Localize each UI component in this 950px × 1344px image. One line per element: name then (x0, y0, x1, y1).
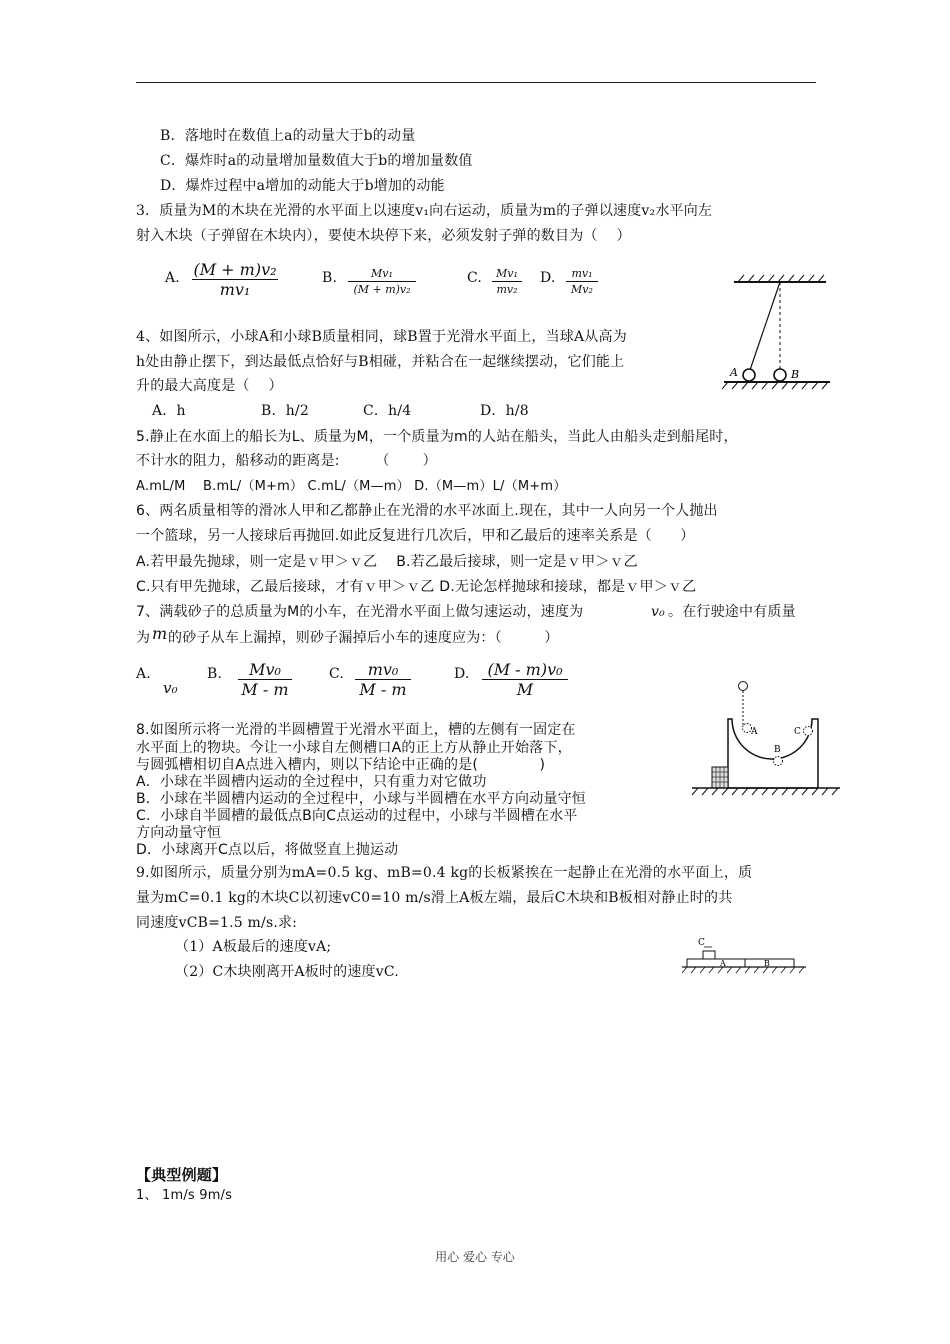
q6-line-2: 一个篮球，另一人接球后再抛回.如此反复进行几次后，甲和乙最后的速率关系是（ ） (136, 528, 695, 544)
q3-option-d-fraction (566, 266, 598, 297)
boards-figure (678, 934, 810, 980)
q3-option-b-fraction (348, 266, 416, 297)
q7-v0: v₀ (651, 604, 665, 620)
q4-line-3: 升的最大高度是（ ） (136, 378, 283, 394)
q9-subquestion-2: （2）C木块刚离开A板时的速度vC. (175, 964, 399, 980)
q3-d-numerator: mv₁ (571, 267, 593, 280)
option-c: C．爆炸时a的动量增加量数值大于b的增加量数值 (160, 153, 473, 169)
boards-label-b: B (764, 959, 770, 968)
q7-option-a-label: A. (136, 666, 151, 682)
q9-line-2: 量为mC=0.1 kg的木块C以初速vC0=10 m/s滑上A板左端，最后C木块和B板相对静止时的共 (136, 890, 733, 906)
q8-line-1: 8.如图所示将一光滑的半圆槽置于光滑水平面上，槽的左侧有一固定在 (136, 722, 576, 738)
q7-option-b-label: B. (207, 666, 223, 682)
boards-label-c: C (698, 938, 705, 948)
q3-option-c-label: C. (467, 270, 483, 286)
q7-b-denominator: M - m (241, 680, 289, 699)
page-footer: 用心 爱心 专心 (435, 1250, 515, 1264)
q5-line-2: 不计水的阻力，船移动的距离是: （ ） (136, 453, 437, 469)
q7-line-2b: 的砂子从车上漏掉，则砂子漏掉后小车的速度应为：（ ） (168, 630, 559, 646)
pendulum-label-a: A (730, 366, 738, 379)
q3-b-denominator: (M + m)v₂ (353, 283, 411, 296)
section-heading: 【典型例题】 (136, 1166, 228, 1184)
q9-line-3: 同速度vCB=1.5 m/s.求: (136, 915, 298, 931)
pendulum-figure (722, 272, 832, 394)
q3-d-denominator: Mv₂ (571, 283, 593, 296)
q7-option-d-fraction (482, 660, 568, 699)
q4-option-c: C．h/4 (363, 403, 412, 419)
q5-options: A.mL/M B.mL/（M+m） C.mL/（M—m） D.（M—m）L/（M+m） (136, 479, 567, 494)
q3-b-numerator: Mv₁ (371, 267, 393, 280)
q3-c-numerator: Mv₁ (496, 267, 518, 280)
q4-option-a: A．h (152, 403, 186, 419)
q3-option-d-label: D. (540, 270, 556, 286)
q8-line-2: 水平面上的物块。今让一小球自左侧槽口A的正上方从静止开始落下， (136, 740, 572, 756)
q6-line-1: 6、两名质量相等的滑冰人甲和乙都静止在光滑的水平冰面上.现在，其中一人向另一个人抛出 (136, 503, 718, 519)
pendulum-label-b: B (791, 368, 800, 381)
q3-c-denominator: mv₂ (496, 283, 518, 296)
q7-d-numerator: (M - m)v₀ (487, 660, 563, 679)
half-trough-figure (690, 676, 842, 802)
q8-line-3: 与圆弧槽相切自A点进入槽内，则以下结论中正确的是( ) (136, 757, 546, 773)
q4-line-2: h处由静止摆下，到达最低点恰好与B相碰，并粘合在一起继续摆动，它们能上 (136, 354, 625, 370)
q9-subquestion-1: （1）A板最后的速度vA; (175, 939, 332, 955)
q7-option-c-fraction (355, 660, 411, 699)
q3-option-c-fraction (492, 266, 522, 297)
boards-label-a: A (720, 959, 726, 968)
q7-option-a-value: v₀ (163, 679, 178, 697)
q3-line-2: 射入木块（子弹留在木块内），要使木块停下来，必须发射子弹的数目为（ ） (136, 228, 631, 244)
trough-label-b: B (774, 745, 781, 755)
q8-option-d: D．小球离开C点以后，将做竖直上抛运动 (136, 842, 399, 858)
q7-c-numerator: mv₀ (367, 660, 399, 679)
q3-a-denominator: mv₁ (219, 280, 251, 299)
q7-b-numerator: Mv₀ (249, 660, 281, 679)
q6-options-ab: A.若甲最先抛球，则一定是ｖ甲＞ｖ乙 B.若乙最后接球，则一定是ｖ甲＞ｖ乙 (136, 554, 638, 570)
q8-option-c-line-2: 方向动量守恒 (136, 825, 222, 841)
q7-option-b-fraction (238, 660, 292, 699)
q7-c-denominator: M - m (359, 680, 407, 699)
q3-option-a-label: A. (165, 270, 180, 286)
option-b: B．落地时在数值上a的动量大于b的动量 (160, 128, 416, 144)
q4-line-1: 4、如图所示，小球A和小球B质量相同，球B置于光滑水平面上，当球A从高为 (136, 329, 627, 345)
example-answer-1: 1、 1m/s 9m/s (136, 1188, 233, 1203)
q7-option-c-label: C. (329, 666, 345, 682)
q7-m: m (152, 624, 168, 643)
q8-option-c-line-1: C．小球自半圆槽的最低点B向C点运动的过程中，小球与半圆槽在水平 (136, 808, 578, 824)
q6-options-cd: C.只有甲先抛球，乙最后接球，才有ｖ甲＞ｖ乙 D.无论怎样抛球和接球，都是ｖ甲＞ｖ乙 (136, 579, 697, 595)
q7-line-2a: 为 (136, 630, 151, 646)
option-d: D．爆炸过程中a增加的动能大于b增加的动能 (160, 178, 445, 194)
q7-line-1b: 。在行驶途中有质量 (668, 604, 796, 620)
q7-option-d-label: D. (454, 666, 470, 682)
q7-d-denominator: M (516, 680, 534, 699)
trough-label-c: C (794, 727, 801, 737)
q5-line-1: 5.静止在水面上的船长为L、质量为M，一个质量为m的人站在船头，当此人由船头走到船尾时， (136, 429, 738, 445)
q4-option-b: B．h/2 (261, 403, 309, 419)
q3-line-1: 3．质量为M的木块在光滑的水平面上以速度v₁向右运动，质量为m的子弹以速度v₂水平向左 (136, 203, 713, 219)
q8-option-a: A．小球在半圆槽内运动的全过程中，只有重力对它做功 (136, 774, 487, 790)
q4-option-d: D．h/8 (480, 403, 529, 419)
q3-option-a-fraction (192, 260, 278, 299)
q3-a-numerator: (M + m)v₂ (193, 260, 277, 279)
q9-line-1: 9.如图所示，质量分别为mA=0.5 kg、mB=0.4 kg的长板紧挨在一起静止在光滑的水平面上，质 (136, 865, 753, 881)
q7-line-1a: 7、满载砂子的总质量为M的小车，在光滑水平面上做匀速运动，速度为 (136, 604, 584, 620)
trough-label-a: A (751, 727, 758, 737)
header-rule (136, 82, 816, 83)
q8-option-b: B．小球在半圆槽内运动的全过程中，小球与半圆槽在水平方向动量守恒 (136, 791, 587, 807)
q3-option-b-label: B. (322, 270, 338, 286)
